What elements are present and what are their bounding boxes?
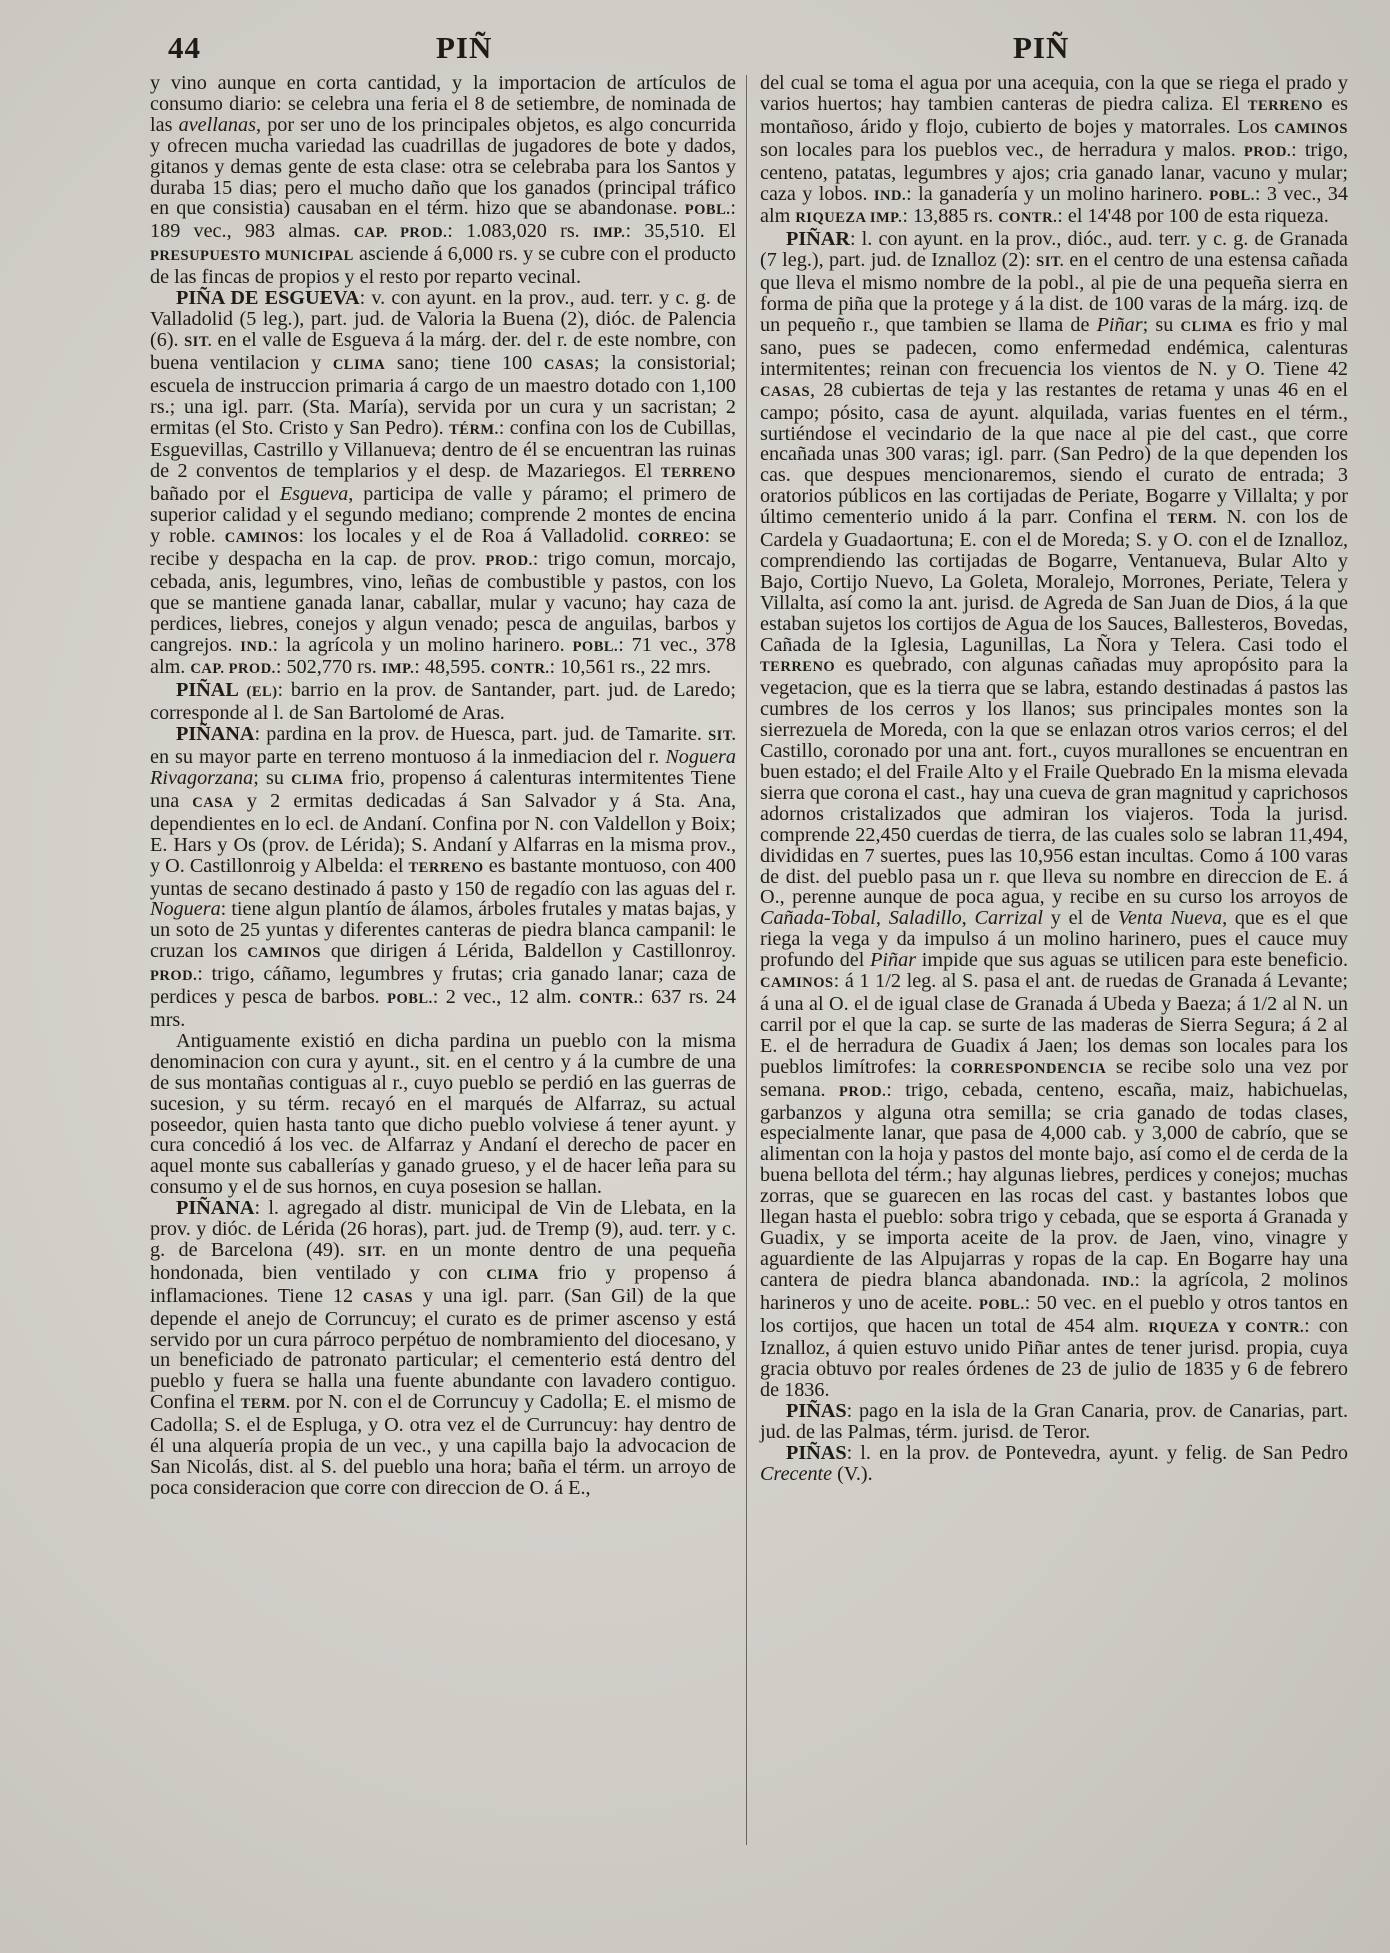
page-header: [168, 30, 1338, 70]
entry-headword: PIÑA DE ESGUEVA: [176, 287, 360, 310]
entry-headword: PIÑAR: [786, 228, 850, 251]
entry-headword: PIÑAS: [786, 1442, 847, 1464]
entry-pinana-huesca: PIÑANA: pardina en la prov. de Huesca, part. jud. de Tamarite. SIT. en su mayor parte en terreno montuoso á la inmediacion del r. Noguera Rivagorzana; su CLIMA frio, propenso á calenturas intermitentes Tiene una CASA y 2 ermitas dedicadas á San Salvador y á Sta. Ana, dependientes en lo ecl. de Andaní. Confina por N. con Valdellon y Boix; E. Hars y Os (prov. de Lérida); S. Andaní y Alfarras en la misma prov., y O. Castillonroig y Albelda: el TERRENO es bastante montuoso, con 400 yuntas de secano destinado á pasto y 150 de regadío con las aguas del r. Noguera: tiene algun plantío de álamos, árboles frutales y matas bajas, y un soto de 25 yuntas y diferentes canteras de piedra blanca campanil: le cruzan los CAMINOS que dirigen á Lérida, Baldellon y Castillonroy. PROD.: trigo, cáñamo, legumbres y frutas; cria ganado lanar; caza de perdices y pesca de barbos. POBL.: 2 vec., 12 alm. CONTR.: 637 rs. 24 mrs.: [150, 723, 737, 1031]
running-head-left: PIÑ: [436, 30, 493, 65]
entry-headword: PIÑANA: [176, 723, 255, 746]
column-divider: [746, 75, 747, 1845]
running-head-right: PIÑ: [1013, 30, 1070, 65]
entry-continuation: y vino aunque en corta cantidad, y la importacion de artículos de consumo diario: se celebra una feria el 8 de setiembre, de nominada de las avellanas, por ser uno de los principales objetos, es algo concurrida y ofrecen mucha variedad las cuadrillas de jugadores de bote y dados, gitanos y demas gente de esta clase: otra se celebraba para los Santos y duraba 15 dias; pero el mucho daño que los ganados (principal tráfico en que consistia) causaban en el térm. hizo que se abandonase. POBL.: 189 vec., 983 almas. CAP. PROD.: 1.083,020 rs. IMP.: 35,510. El PRESUPUESTO MUNICIPAL asciende á 6,000 rs. y se cubre con el producto de las fincas de propios y el resto por reparto vecinal.: [150, 72, 736, 289]
left-column: [150, 73, 736, 1499]
entry-pinas-pontevedra: PIÑAS: l. en la prov. de Pontevedra, ayunt. y felig. de San Pedro Crecente (V.).: [760, 1442, 1348, 1485]
page-number: 44: [168, 30, 201, 65]
entry-pinal: PIÑAL (EL): barrio en la prov. de Santander, part. jud. de Laredo; corresponde al l. de San Bartolomé de Aras.: [150, 679, 736, 725]
entry-headword: PIÑAS: [786, 1400, 847, 1423]
entry-pina-de-esgueva: PIÑA DE ESGUEVA: v. con ayunt. en la prov., aud. terr. y c. g. de Valladolid (5 leg.), part. jud. de Valoria la Buena (2), dióc. de Palencia (6). SIT. en el valle de Esgueva á la márg. der. del r. de este nombre, con buena ventilacion y CLIMA sano; tiene 100 CASAS; la consistorial; escuela de instruccion primaria á cargo de un maestro dotado con 1,100 rs.; una igl. parr. (Sta. María), servida por un cura y un sacristan; 2 ermitas (el Sto. Cristo y San Pedro). TÉRM.: confina con los de Cubillas, Esguevillas, Castrillo y Villanueva; dentro de él se encuentran las ruinas de 2 conventos de templarios y el desp. de Mazariegos. El TERRENO bañado por el Esgueva, participa de valle y páramo; el primero de superior calidad y el segundo mediano; comprende 2 montes de encina y roble. CAMINOS: los locales y el de Roa á Valladolid. CORREO: se recibe y despacha en la cap. de prov. PROD.: trigo comun, morcajo, cebada, anis, legumbres, vino, leñas de combustible y pastos, con los que se mantiene ganada lanar, caballar, mular y vacuno; hay caza de perdices, liebres, conejos y algun venado; pesca de anguilas, barbos y cangrejos. IND.: la agrícola y un molino harinero. POBL.: 71 vec., 378 alm. CAP. PROD.: 502,770 rs. IMP.: 48,595. CONTR.: 10,561 rs., 22 mrs.: [150, 287, 736, 679]
entry-pinar: PIÑAR: l. con ayunt. en la prov., dióc., aud. terr. y c. g. de Granada (7 leg.), part. jud. de Iznalloz (2): SIT. en el centro de una estensa cañada que lleva el mismo nombre de la pobl., al pie de una pequeña sierra en forma de piña que la protege y á la dist. de 100 varas de la márg. izq. de un pequeño r., que tambien se llama de Piñar; su CLIMA es frio y mal sano, pues se padecen, como enfermedad endémica, calenturas intermitentes; reinan con frecuencia los vientos de N. y O. Tiene 42 CASAS, 28 cubiertas de teja y las restantes de retama y unas 46 en el campo; pósito, casa de ayunt. alquilada, varias fuentes en el térm., surtiéndose el vecindario de la que nace al pie del cast., que corre encañada unas 300 varas; igl. parr. (San Pedro) de la que dependen los cas. que despues mencionaremos, siendo el curato de entrada; 3 oratorios públicos en las cortijadas de Periate, Bogarre y Villalta; y por último cementerio unido á la parr. Confina el TERM. N. con los de Cardela y Guadaortuna; E. con el de Moreda; S. y O. con el de Iznalloz, comprendiendo las cortijadas de Bogarre, Ventanueva, Bular Alto y Bajo, Cortijo Nuevo, La Goleta, Moralejo, Morrones, Periate, Telera y Villalta, así como la ant. jurisd. de Agreda de San Juan de Dios, á la que estaban sujetos los cortijos de Agua de los Sauces, Ballesteros, Bovedas, Cañada de la Iglesia, Lagunillas, La Ñora y Telera. Casi todo el TERRENO es quebrado, con algunas cañadas muy apropósito para la vegetacion, que es la tierra que se labra, estando destinadas á pastos las cumbres de los cerros y los llanos; sus principales montes son la sierrezuela de Moreda, con la que se enlazan otros varios cerros; el del Castillo, coronado por una ant. fort., cuyos murallones se encuentran en buen estado; el del Fraile Alto y el Fraile Quebrado En la misma elevada sierra que corona el cast., hay una cueva de gran magnitud y caprichosos adornos cristalizados que admiran los viajeros. Toda la jurisd. comprende 22,450 cuerdas de tierra, de las cuales solo se labran 11,494, divididas en 7 suertes, pues las 10,956 estan incultas. Como á 100 varas de dist. del pueblo pasa un r. que lleva su nombre en direccion de E. á O., perenne aunque de poca agua, y recibe en su curso los arroyos de Cañada-Tobal, Saladillo, Carrizal y el de Venta Nueva, que es el que riega la vega y da impulso á un molino harinero, pues el cauce muy profundo del Piñar impide que sus aguas se utilicen para este beneficio. CAMINOS: á 1 1/2 leg. al S. pasa el ant. de ruedas de Granada á Levante; á una al O. el de igual clase de Granada á Ubeda y Baeza; á 1/2 al N. un carril por el que la cap. se surte de las maderas de Sierra Segura; á 2 al E. el de herradura de Guadix á Jaen; los demas son locales para los pueblos limítrofes: la CORRESPONDENCIA se recibe solo una vez por semana. PROD.: trigo, cebada, centeno, escaña, maiz, habichuelas, garbanzos y alguna otra semilla; se cria ganado de todas clases, especialmente lanar, que pasa de 4,000 cab. y 3,000 de cabrío, que se alimentan con la hoja y pastos del monte bajo, así como el de cerda de la buena bellota del térm.; hay algunas liebres, perdices y conejos; muchas zorras, que se guarecen en las rocas del cast. y bastantes lobos que llegan hasta el pueblo: sobra trigo y cebada, que se esporta á Granada y Guadix, y se importa aceite de la prov. de Jaen, vino, vinagre y aguardiente de las Alpujarras y ropas de la cap. En Bogarre hay una cantera de piedra blanca abandonada. IND.: la agrícola, 2 molinos harineros y uno de aceite. POBL.: 50 vec. en el pueblo y otros tantos en los cortijos, que hacen un total de 454 alm. RIQUEZA Y CONTR.: con Iznalloz, á quien estuvo unido Piñar antes de tener jurisd. propia, cuya gracia obtuvo por reales órdenes de 23 de julio de 1835 y 6 de febrero de 1836.: [760, 228, 1349, 1402]
entry-headword: PIÑAL: [176, 679, 239, 702]
entry-pinana-lerida: PIÑANA: l. agregado al distr. municipal de Vin de Llebata, en la prov. y dióc. de Lérida (26 horas), part. jud. de Tremp (9), aud. terr. y c. g. de Barcelona (49). SIT. en un monte dentro de una pequeña hondonada, bien ventilado y con CLIMA frio y propenso á inflamaciones. Tiene 12 CASAS y una igl. parr. (San Gil) de la que depende el anejo de Corruncuy; el curato es de primer ascenso y está servido por un cura párroco perpétuo de nombramiento del diocesano, y un beneficiado de patronato particular; el cementerio está dentro del pueblo y fuera se halla una fuente abundante con lavadero contiguo. Confina el TERM. por N. con el de Corruncuy y Cadolla; E. el mismo de Cadolla; S. el de Espluga, y O. otra vez el de Curruncuy: hay dentro de él una alquería propia de un vec., y una capilla bajo la advocacion de San Nicolás, dist. al S. del pueblo una hora; baña el térm. un arroyo de poca consideracion que corre con direccion de O. á E.,: [150, 1197, 737, 1499]
entry-continuation: del cual se toma el agua por una acequia, con la que se riega el prado y varios huertos; hay tambien canteras de piedra caliza. El TERRENO es montañoso, árido y flojo, cubierto de bojes y matorrales. Los CAMINOS son locales para los pueblos vec., de herradura y malos. PROD.: trigo, centeno, patatas, legumbres y ajos; cria ganado lanar, vacuno y mular; caza y lobos. IND.: la ganadería y un molino harinero. POBL.: 3 vec., 34 alm RIQUEZA IMP.: 13,885 rs. CONTR.: el 14'48 por 100 de esta riqueza.: [760, 72, 1348, 228]
entry-headword: PIÑANA: [176, 1197, 255, 1220]
right-column: [760, 73, 1348, 1485]
entry-paragraph: Antiguamente existió en dicha pardina un pueblo con la misma denominacion con cura y ayunt., sit. en el centro y á la cumbre de una de sus montañas contiguas al r., cuyo pueblo se perdió en las guerras de sucesion, y su térm. recayó en el marqués de Alfarraz, su actual poseedor, quien hasta tanto que dicho pueblo volviese á tener ayunt. y cura concedió á los vec. de Alfarraz y Andaní el derecho de pacer en aquel monte sus caballerías y ganado grueso, y el de hacer leña para su consumo y el de sus hornos, en cuya posesion se hallan.: [150, 1029, 736, 1199]
entry-pinas-canaria: PIÑAS: pago en la isla de la Gran Canaria, prov. de Canarias, part. jud. de las Palmas, térm. jurisd. de Teror.: [760, 1400, 1348, 1444]
